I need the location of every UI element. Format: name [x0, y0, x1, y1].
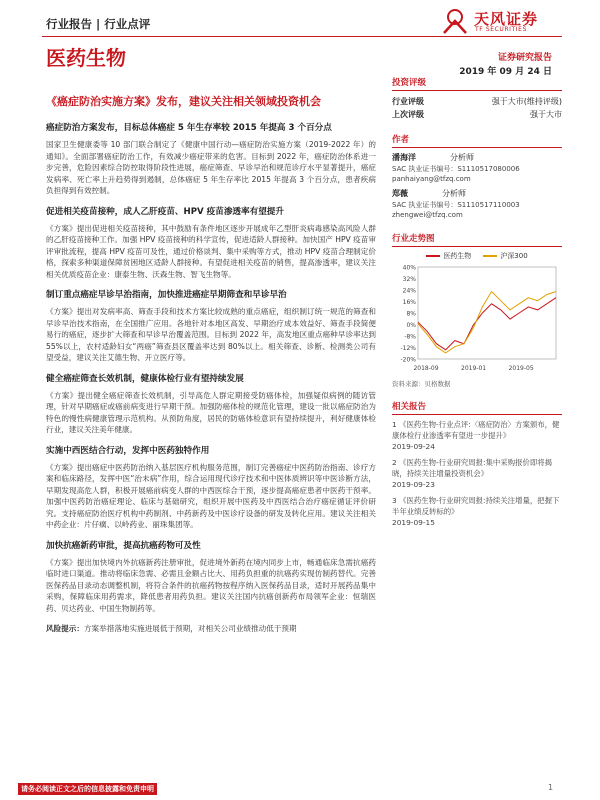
author-name: 郑薇	[392, 189, 408, 198]
x-tick-label: 2018-09	[413, 365, 439, 372]
related-title: 相关报告	[392, 400, 562, 415]
legend-label: 沪深300	[500, 252, 528, 260]
section-paragraph: 《方案》提出加快境内外抗癌新药注册审批，促进境外新药在境内同步上市，畅通临床急需抗癌药临时进口渠道。推动将临床急需、必需且金额占比大、用药负担重的抗癌药实现仿制药替代。完善医保药品目录动态调整机制，将符合条件的抗癌药物按程序纳入医保药品目录，适时开展药品集中采购，保障临床用药需求，降低患者用药负担。建议关注国内抗癌创新药布局领军企业：恒瑞医药、贝达药业、中国生物制药等。	[46, 557, 376, 613]
y-tick-label: 24%	[402, 287, 416, 295]
author-cert: SAC 执业证书编号：S1110517080006	[392, 165, 520, 173]
section-paragraph: 《方案》提出健全癌症筛查长效机制，引导高危人群定期接受防癌体检，加强疑似病例的随访管理，针对早期癌症或癌前病变进行早期干预。加强防癌体检的规范化管理，建设一批以癌症防治为特色的慢性病健康管理示范机构。从预防角度，居民的防癌体检意识有望持续提升，利好健康体检行业，建议关注美年健康。	[46, 390, 376, 434]
section-heading: 制订重点癌症早诊早治指南，加快推进癌症早期筛查和早诊早治	[46, 290, 287, 300]
y-tick-label: 32%	[402, 276, 416, 283]
related-reports	[392, 400, 562, 528]
main-content	[46, 122, 376, 644]
section-heading: 加快抗癌新药审批，提高抗癌药物可及性	[46, 540, 201, 551]
section	[46, 206, 376, 281]
header-divider	[42, 36, 562, 37]
y-tick-label: 8%	[406, 310, 416, 318]
section-heading: 癌症防治方案发布，目标总体癌症 5 年生存率较 2015 年提高 3 个百分点	[46, 123, 332, 133]
report-date: 2019 年 09 月 24 日	[459, 67, 552, 77]
sidebar	[392, 76, 562, 533]
author-role: 分析师	[442, 189, 466, 198]
brand-mark-icon	[440, 7, 470, 35]
x-tick-label: 2019-01	[461, 365, 487, 372]
legend-item	[426, 251, 471, 261]
y-tick-label: 40%	[402, 264, 416, 272]
y-tick-label: 16%	[402, 299, 416, 306]
section-heading: 实施中西医结合行动，发挥中医药独特作用	[46, 445, 210, 456]
series-line-医药生物	[418, 298, 556, 350]
footer-disclaimer: 请务必阅读正文之后的信息披露和免责申明	[18, 783, 157, 795]
rating-label: 行业评级	[392, 97, 424, 106]
author-email[interactable]: zhengwei@tfzq.com	[392, 211, 463, 219]
section-paragraph: 《方案》提出癌症中医药防治纳入基层医疗机构服务范围，制订完善癌症中医药防治指南、诊疗方案和临床路径，发挥中医“治未病”作用，综合运用现代诊疗技术和中医体质辨识等中医诊断方法，早期发现高危人群，积极开展癌前病变人群的中西医综合干预，逐步提高癌症患者中医药干预率。加强中医药防治癌症理论、临床与基础研究，组织开展中医药及中西医结合治疗癌症循证评价研究。支持癌症防治医疗机构中药制剂、中药新药及中医诊疗设备的研发及转化应用。建议关注相关中药企业：片仔癀、以岭药业、丽珠集团等。	[46, 462, 376, 529]
report-department: 证券研究报告	[497, 53, 552, 63]
legend-item	[483, 251, 527, 261]
page-number: 1	[548, 783, 554, 792]
section	[46, 289, 376, 364]
author-email[interactable]: panhaiyang@tfzq.com	[392, 175, 471, 183]
related-report-item[interactable]	[392, 419, 562, 452]
related-report-item[interactable]	[392, 495, 562, 528]
section-paragraph: 《方案》提出促进相关疫苗接种，其中鼓励有条件地区逐步开展成年乙型肝炎病毒感染高风险人群的乙肝疫苗接种工作。加强 HPV 疫苗接种的科学宣传，促进适龄人群接种。加快国产 HPV 疫苗审评审批流程，提高 HPV 疫苗可及性，通过价格谈判、集中采购等方式，推动 HPV 疫苗合理制定价格，探索多种渠道保障贫困地区适龄人群接种。有望促进相关疫苗的销售，提高渗透率，建议关注相关优质疫苗企业：康泰生物、沃森生物、智飞生物等。	[46, 223, 376, 279]
related-report-date: 2019-09-24	[392, 442, 435, 451]
rating-label: 上次评级	[392, 110, 424, 119]
rating-value: 强于大市	[530, 110, 562, 119]
rating-title: 投资评级	[392, 76, 562, 91]
report-type-tags: 行业报告 | 行业点评	[46, 17, 151, 31]
sector-title: 医药生物	[46, 46, 126, 70]
related-report-date: 2019-09-15	[392, 518, 435, 527]
y-tick-label: -12%	[400, 345, 416, 352]
related-report-item[interactable]	[392, 457, 562, 490]
rating-row	[392, 95, 562, 108]
author-cert: SAC 执业证书编号：S1110517110003	[392, 201, 520, 209]
related-report-title: 1 《医药生物-行业点评:〈癌症防治〉方案颁布，健康体检行业渗透率有望进一步提升》	[392, 420, 560, 440]
trend-chart	[392, 263, 562, 373]
brand-name-en: TF SECURITIES	[475, 26, 527, 33]
authors-title: 作者	[392, 133, 562, 148]
section-heading: 健全癌症筛查长效机制，健康体检行业有望持续发展	[46, 373, 244, 384]
risk-heading: 风险提示：	[46, 624, 84, 633]
author-role: 分析师	[450, 153, 474, 162]
legend-label: 医药生物	[443, 252, 472, 260]
y-tick-label: 0%	[406, 322, 416, 329]
related-report-date: 2019-09-23	[392, 480, 435, 489]
series-line-沪深300	[418, 292, 556, 353]
author-name: 潘海洋	[392, 153, 416, 162]
rating-box	[392, 76, 562, 121]
trend-chart-box	[392, 232, 562, 388]
section-heading: 促进相关疫苗接种，成人乙肝疫苗、HPV 疫苗渗透率有望提升	[46, 206, 284, 217]
chart-source: 资料来源：贝格数据	[392, 380, 451, 388]
author-entry	[392, 152, 562, 184]
rating-row	[392, 108, 562, 121]
section	[46, 122, 376, 197]
risk-warning	[46, 623, 376, 635]
brand-name-cn: 天风证券	[474, 10, 539, 28]
section	[46, 540, 376, 615]
related-report-title: 3 《医药生物-行业研究周报:持续关注增量，把握下半年业绩反转标的》	[392, 496, 560, 516]
y-tick-label: -8%	[404, 333, 416, 341]
section-paragraph: 国家卫生健康委等 10 部门联合制定了《健康中国行动—癌症防治实施方案（2019-2022 年）的通知》。全面部署癌症防治工作，有效减少癌症带来的危害。目标到 2022 年，癌症防治体系进一步完善，危险因素综合防控取得阶段性进展，癌症筛查、早诊早治和规范诊疗水平显著提升，癌症发病率、死亡率上升趋势得到遏制，总体癌症 5 年生存率比 2015 年提高 3 个百分点，患者疾病负担得到有效控制。	[46, 140, 376, 195]
authors-box	[392, 133, 562, 220]
related-report-title: 2 《医药生物-行业研究周报:集中采购报价即将揭晓，持续关注增量投资机会》	[392, 458, 553, 478]
section-paragraph: 《方案》提出对发病率高、筛查手段和技术方案比较成熟的重点癌症，组织制订统一规范的筛查和早诊早治技术指南，在全国推广应用。各地针对本地区高发、早期治疗成本效益好、筛查手段简便易行的癌症，逐步扩大筛查和早诊早治覆盖范围。目标到 2022 年，高发地区重点癌种早诊率达到 55%以上，农村适龄妇女“两癌”筛查县区覆盖率达到 80%以上。相关筛查、诊断、检测类公司有望受益，建议关注艾德生物、开立医疗等。	[46, 307, 376, 362]
author-entry	[392, 188, 562, 220]
chart-legend	[392, 251, 562, 261]
section	[46, 373, 376, 436]
report-headline: 《癌症防治实施方案》发布，建议关注相关领域投资机会	[46, 95, 321, 108]
chart-title: 行业走势图	[392, 232, 562, 247]
section	[46, 445, 376, 531]
brand-logo	[440, 6, 560, 36]
page-header	[40, 6, 560, 36]
x-tick-label: 2019-05	[508, 365, 534, 372]
y-tick-label: -20%	[400, 356, 416, 364]
risk-text: 方案举措落地实施进展低于预期，对相关公司业绩推动低于预期	[83, 624, 297, 633]
rating-value: 强于大市(维持评级)	[491, 97, 562, 106]
